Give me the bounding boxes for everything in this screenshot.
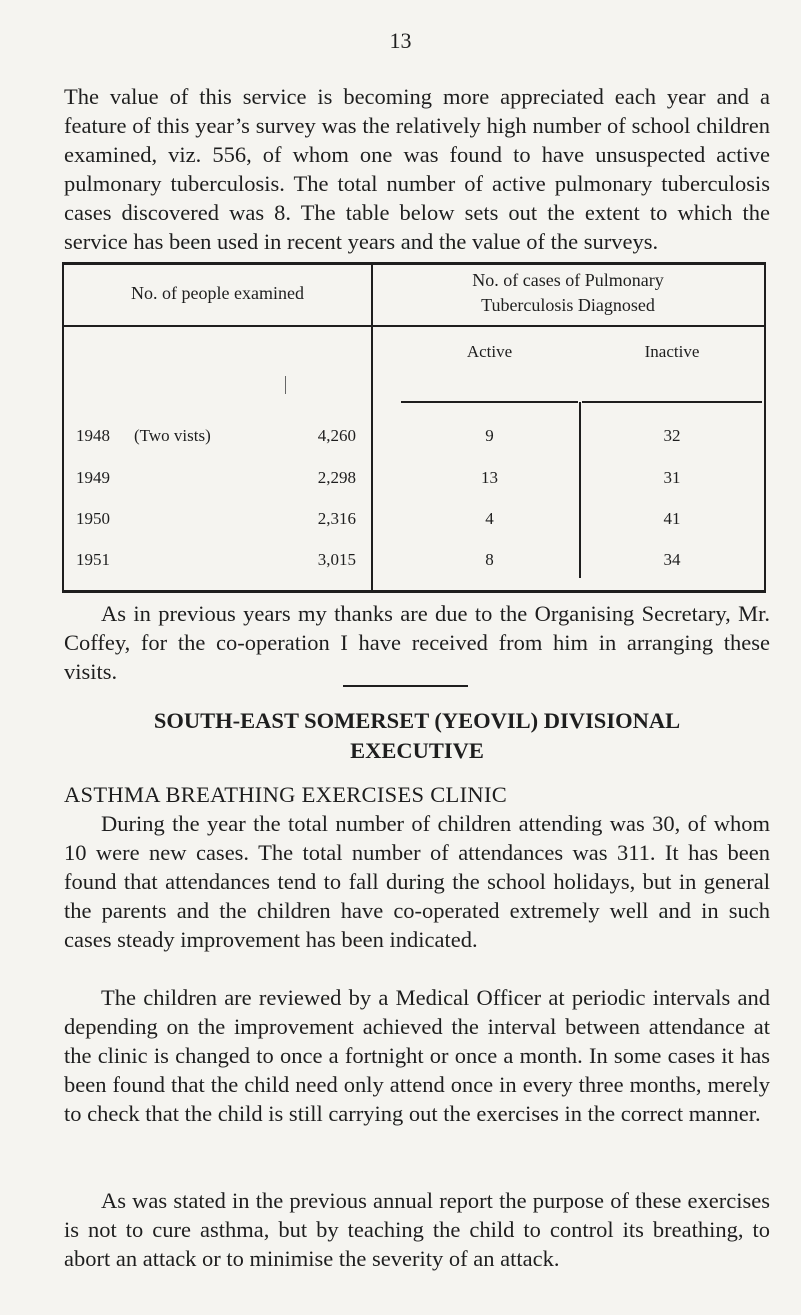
header-people-examined: No. of people examined (131, 283, 304, 303)
row-year: 1950 (76, 509, 110, 528)
row-active: 4 (485, 509, 494, 528)
purpose-paragraph: As was stated in the previous annual report the purpose of these exercises is not to cure asthma, but by teaching the child to control its breathing, to abort an attack or to minimise the severity of an attack. (64, 1188, 770, 1271)
row-inactive: 31 (663, 468, 681, 487)
row-inactive: 32 (663, 426, 681, 445)
table-subheader-line-active (401, 401, 578, 403)
row-examined: 3,015 (317, 550, 356, 569)
subheader-active: Active (466, 342, 513, 361)
table-right-border (764, 262, 766, 593)
table-left-border (62, 262, 64, 593)
page-number: 13 (389, 28, 412, 53)
section-heading-line1: SOUTH-EAST SOMERSET (YEOVIL) DIVISIONAL (153, 708, 681, 733)
row-note: (Two vists) (134, 426, 211, 445)
section-divider (343, 685, 468, 687)
table-subheader-line-inactive (582, 401, 762, 403)
table-header-separator (62, 325, 766, 327)
row-year: 1948 (76, 426, 110, 445)
table-bottom-border (62, 590, 766, 593)
attendance-paragraph: During the year the total number of children attending was 30, of whom 10 were new cases. The total number of attendances was 311. It has been found that attendances tend to fall during the school holidays, but in general the parents and the children have co-operated extremely well and in such cases steady improvement has been indicated. (64, 811, 770, 952)
table-active-inactive-divider (579, 402, 581, 578)
header-cases-line1: No. of cases of Pulmonary (472, 270, 664, 290)
row-year: 1951 (76, 550, 110, 569)
clinic-subheading: ASTHMA BREATHING EXERCISES CLINIC (64, 782, 508, 807)
row-inactive: 41 (663, 509, 681, 528)
row-active: 8 (485, 550, 494, 569)
table-stray-mark (285, 376, 286, 394)
row-year: 1949 (76, 468, 110, 487)
row-examined: 4,260 (317, 426, 356, 445)
row-examined: 2,298 (317, 468, 356, 487)
row-inactive: 34 (663, 550, 681, 569)
table-top-border (62, 262, 766, 265)
section-heading-line2: EXECUTIVE (350, 738, 484, 763)
header-cases-line2: Tuberculosis Diagnosed (481, 295, 655, 315)
thanks-paragraph: As in previous years my thanks are due to the Organising Secretary, Mr. Coffey, for the co-operation I have received from him in arranging these visits. (64, 601, 770, 684)
row-active: 9 (485, 426, 494, 445)
row-examined: 2,316 (317, 509, 356, 528)
row-active: 13 (481, 468, 498, 487)
intro-paragraph: The value of this service is becoming more appreciated each year and a feature of this year’s survey was the relatively high number of school children examined, viz. 556, of whom one was found to have unsuspected active pulmonary tuberculosis. The total number of active pulmonary tuberculosis cases discovered was 8. The table below sets out the extent to which the service has been used in recent years and the value of the surveys. (64, 84, 770, 254)
subheader-inactive: Inactive (644, 342, 700, 361)
review-paragraph: The children are reviewed by a Medical Officer at periodic intervals and depending on the improvement achieved the interval between attendance at the clinic is changed to once a fortnight or once a month. In some cases it has been found that the child need only attend once in every three months, merely to check that the child is still carrying out the exercises in the correct manner. (64, 985, 770, 1126)
